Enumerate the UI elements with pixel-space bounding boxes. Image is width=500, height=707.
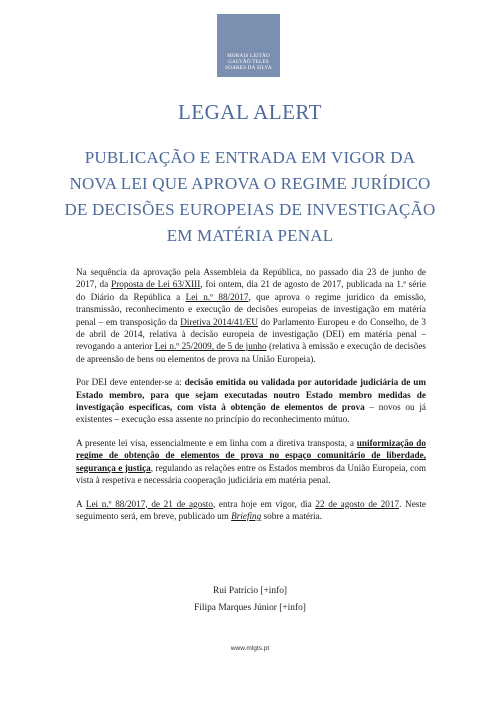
text: (relativa à emissão e execução de decisões de apreensão de bens ou elementos de prova na União Europeia). — [76, 341, 426, 364]
paragraph-1 — [76, 266, 426, 365]
logo-line-2: GALVÃO TELES — [228, 59, 269, 65]
headline: PUBLICAÇÃO E ENTRADA EM VIGOR DA NOVA LEI QUE APROVA O REGIME JURÍDICO DE DECISÕES EUROPEIAS DE INVESTIGAÇÃO EM MATÉRIA PENAL — [64, 148, 436, 245]
text: – novos ou já existentes – execução essa assente no princípio do reconhecimento mútuo. — [76, 402, 426, 425]
text: Por DEI deve entender-se a: — [76, 377, 185, 388]
text: , que aprova o regime jurídico da emissão, transmissão, reconhecimento e execução de decisões europeias de investigação em matéria penal – em transposição da — [76, 291, 426, 327]
entry-date-link[interactable]: 22 de agosto de 2017 — [315, 498, 400, 509]
lei-88-2017-date-link[interactable]: Lei n.º 88/2017, de 21 de agosto — [85, 498, 213, 509]
lei-25-2009-link[interactable]: Lei n.º 25/2009, de 5 de junho — [154, 341, 267, 352]
paragraph-2 — [76, 376, 426, 426]
logo-line-1: MORAIS LEITÃO — [227, 53, 270, 59]
alert-title: LEGAL ALERT — [177, 100, 323, 124]
paragraph-4 — [76, 498, 426, 523]
logo-line-3: SOARES DA SILVA — [225, 65, 272, 71]
footer-url[interactable]: www.mlgts.pt — [230, 645, 270, 652]
body-text — [76, 266, 426, 533]
text: A presente lei visa, essencialmente e em linha com a diretiva transposta, a — [76, 437, 357, 448]
lei-88-2017-link[interactable]: Lei n.º 88/2017 — [185, 291, 249, 302]
text: , entra hoje em vigor, dia — [212, 498, 316, 509]
dei-definition: decisão emitida ou validada por autoridade judiciária de um Estado membro, para que sejam executadas noutro Estado membro medidas de investigação específicas, com vista à obtenção de elementos de prova — [76, 377, 426, 413]
text: . Neste seguimento será, em breve, publicado um — [76, 498, 426, 521]
text: , regulando as relações entre os Estados membros da União Europeia, com vista à respetiva e necessária cooperação judiciária em matéria penal. — [76, 462, 426, 486]
diretiva-link[interactable]: Diretiva 2014/41/EU — [180, 316, 259, 327]
text: do Parlamento Europeu e do Conselho, de 3 de abril de 2014, relativa à decisão europeia de investigação (DEI) em matéria penal – revogando a anterior — [76, 316, 426, 352]
signature-1[interactable]: Rui Patrício [+info] — [212, 586, 288, 596]
text: sobre a matéria. — [261, 510, 322, 521]
text: Na sequência da aprovação pela Assembleia da República, no passado dia 23 de junho de 2017, da — [76, 267, 426, 290]
briefing-link[interactable]: Briefing — [231, 510, 262, 521]
firm-logo — [217, 14, 280, 77]
text: A — [76, 498, 86, 509]
signature-2[interactable]: Filipa Marques Júnior [+info] — [194, 603, 306, 613]
text: , foi ontem, dia 21 de agosto de 2017, publicada na 1.ª série do Diário da República a — [76, 279, 426, 302]
paragraph-3 — [76, 437, 426, 487]
signatures — [0, 583, 500, 617]
proposta-lei-link[interactable]: Proposta de Lei 63/XIII — [111, 279, 201, 290]
uniformization-emphasis: uniformização do regime de obtenção de elementos de prova no espaço comunitário de liberdade, segurança e justiça — [76, 437, 426, 473]
